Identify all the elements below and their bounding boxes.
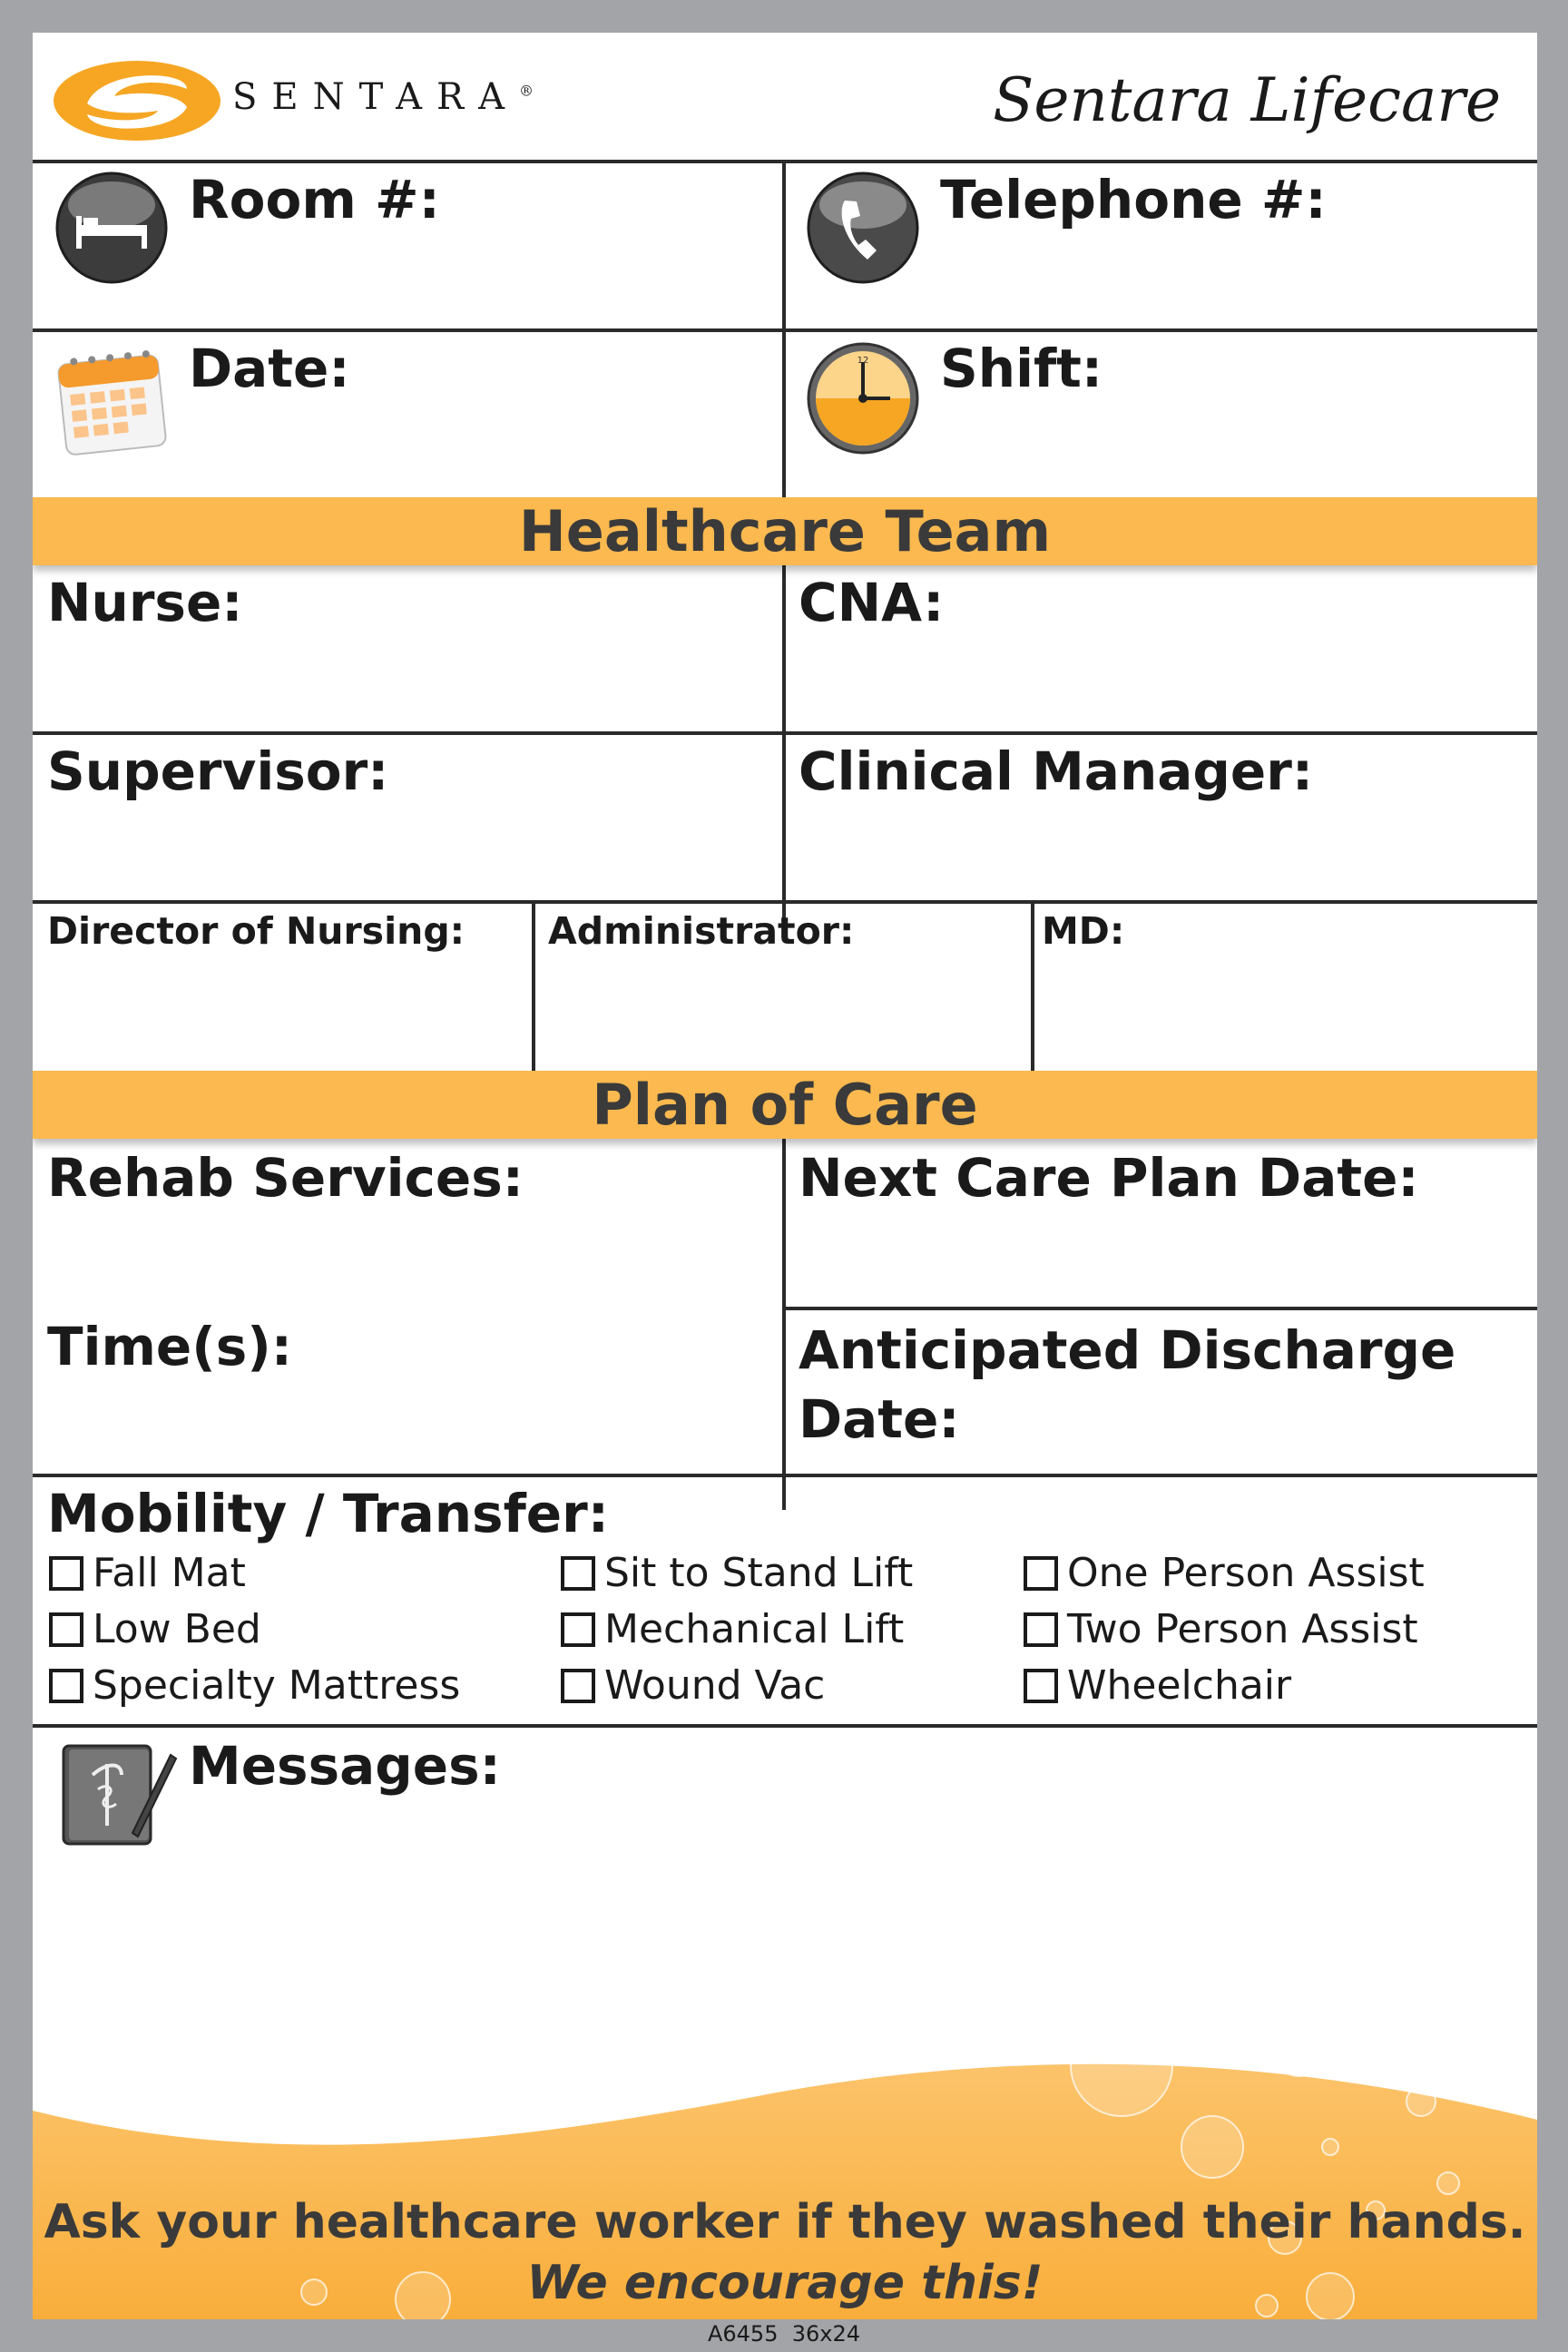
- rehab-services-label: Rehab Services:: [47, 1147, 524, 1209]
- md-label: MD:: [1042, 909, 1125, 953]
- checkbox-box[interactable]: [49, 1612, 83, 1647]
- checkbox-label: Wheelchair: [1067, 1662, 1292, 1709]
- plan-of-care-heading: Plan of Care: [33, 1071, 1537, 1139]
- checkbox-label: One Person Assist: [1067, 1550, 1425, 1596]
- telephone-field[interactable]: [940, 241, 1521, 323]
- checkbox-label: Two Person Assist: [1067, 1606, 1418, 1652]
- messages-label: Messages:: [189, 1735, 501, 1797]
- checkbox-wheelchair[interactable]: [1024, 1662, 1291, 1709]
- cna-label: CNA:: [799, 572, 945, 633]
- supervisor-field[interactable]: [47, 804, 773, 895]
- checkbox-label: Sit to Stand Lift: [604, 1550, 914, 1596]
- clinical-manager-field[interactable]: [799, 804, 1524, 895]
- checkbox-low-bed[interactable]: [49, 1606, 261, 1652]
- director-of-nursing-label: Director of Nursing:: [47, 909, 466, 953]
- checkbox-box[interactable]: [49, 1669, 83, 1703]
- checkbox-mechanical-lift[interactable]: [561, 1606, 904, 1652]
- footer-encourage: We encourage this!: [526, 2256, 1044, 2310]
- administrator-label: Administrator:: [548, 909, 855, 953]
- supervisor-label: Supervisor:: [47, 740, 389, 802]
- healthcare-team-heading: Healthcare Team: [33, 497, 1537, 565]
- checkbox-specialty-mattress[interactable]: [49, 1662, 460, 1709]
- checkbox-label: Wound Vac: [604, 1662, 826, 1709]
- product-code: A6455 36x24: [707, 2321, 861, 2347]
- medical-notepad-icon: [54, 1735, 181, 1853]
- whiteboard: [33, 33, 1537, 2319]
- brand-text: SENTARA: [232, 76, 519, 118]
- cna-field[interactable]: [799, 635, 1524, 726]
- sentara-logo-icon: [51, 51, 223, 151]
- date-label: Date:: [189, 338, 350, 399]
- script-title: Sentara Lifecare: [993, 65, 1501, 135]
- checkbox-box[interactable]: [49, 1556, 83, 1591]
- anticipated-discharge-line2: Date:: [799, 1388, 960, 1450]
- checkbox-label: Specialty Mattress: [93, 1662, 461, 1709]
- shift-field[interactable]: [940, 410, 1521, 492]
- phone-icon: [804, 169, 922, 287]
- nurse-label: Nurse:: [47, 572, 243, 633]
- nurse-field[interactable]: [47, 635, 773, 726]
- mobility-transfer-heading: Mobility / Transfer:: [47, 1483, 609, 1544]
- checkbox-box[interactable]: [1024, 1669, 1058, 1703]
- checkbox-box[interactable]: [1024, 1556, 1058, 1591]
- checkbox-box[interactable]: [561, 1612, 595, 1647]
- times-field[interactable]: [47, 1379, 773, 1470]
- checkbox-fall-mat[interactable]: [49, 1550, 246, 1596]
- clinical-manager-label: Clinical Manager:: [799, 740, 1314, 802]
- checkbox-box[interactable]: [1024, 1612, 1058, 1647]
- room-label: Room #:: [189, 169, 440, 230]
- checkbox-wound-vac[interactable]: [561, 1662, 825, 1709]
- anticipated-discharge-line1: Anticipated Discharge: [799, 1319, 1456, 1381]
- bed-icon: [53, 169, 171, 287]
- room-field[interactable]: [189, 241, 769, 323]
- checkbox-box[interactable]: [561, 1556, 595, 1591]
- checkbox-one-person-assist[interactable]: [1024, 1550, 1425, 1596]
- date-field[interactable]: [189, 410, 769, 492]
- checkbox-sit-to-stand-lift[interactable]: [561, 1550, 913, 1596]
- clock-icon: [804, 339, 922, 457]
- checkbox-two-person-assist[interactable]: [1024, 1606, 1418, 1652]
- rehab-services-field[interactable]: [47, 1210, 773, 1301]
- next-care-plan-date-label: Next Care Plan Date:: [799, 1147, 1419, 1209]
- telephone-label: Telephone #:: [940, 169, 1327, 230]
- next-care-plan-date-field[interactable]: [799, 1210, 1524, 1301]
- footer-slogan: Ask your healthcare worker if they washed their hands.: [44, 2195, 1526, 2249]
- shift-label: Shift:: [940, 338, 1103, 399]
- checkbox-label: Fall Mat: [93, 1550, 246, 1596]
- checkbox-label: Mechanical Lift: [604, 1606, 905, 1652]
- calendar-icon: [51, 341, 178, 459]
- svg-text:12: 12: [857, 356, 869, 366]
- times-label: Time(s):: [47, 1316, 292, 1377]
- checkbox-box[interactable]: [561, 1669, 595, 1703]
- brand-name: [232, 76, 534, 118]
- registered-mark: ®: [518, 82, 534, 100]
- anticipated-discharge-label: [799, 1316, 1455, 1454]
- checkbox-label: Low Bed: [93, 1606, 261, 1652]
